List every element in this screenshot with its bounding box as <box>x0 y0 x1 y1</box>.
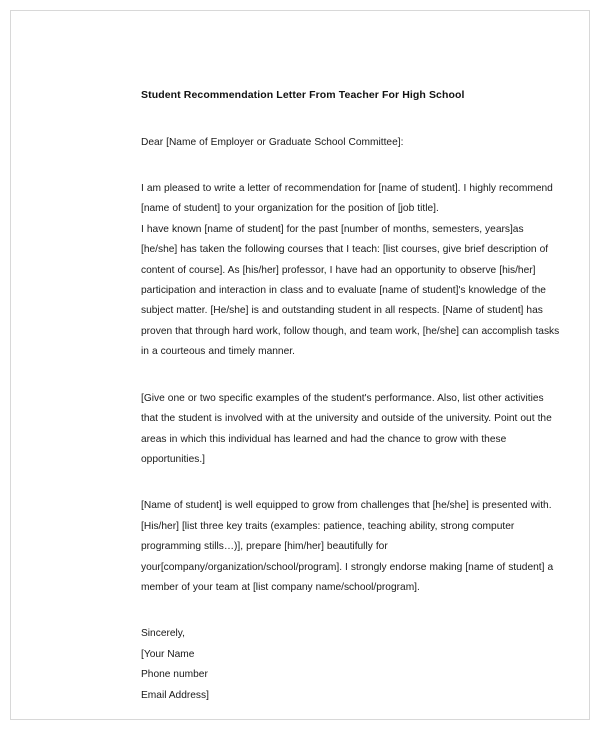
letter-paragraph-2: I have known [name of student] for the past [number of months, semesters, years]as [he/she] has taken the following courses that I teach: [list courses, give brief description of content of course]. As [his/her] professor, I have had an opportunity to observe [his/her] participation and interaction in class and to evaluate [name of student]'s knowledge of the subject matter. [He/she] is and outstanding student in all respects. [Name of student] has proven that through hard work, follow though, and team work, [he/she] can accomplish tasks in a courteous and timely manner. <box>141 223 560 358</box>
letter-salutation: Dear [Name of Employer or Graduate School Committee]: <box>141 136 404 148</box>
signature-name: [Your Name <box>141 648 195 660</box>
signature-phone: Phone number <box>141 669 208 681</box>
page-title: Student Recommendation Letter From Teacher For High School <box>141 89 465 101</box>
letter-paragraph-3: [Give one or two specific examples of the student's performance. Also, list other activities that the student is involved with at the university and outside of the university. Point out the areas in which this individual has learned and had the chance to grow with these opportunities.] <box>141 392 552 465</box>
letter-paragraph-1: I am pleased to write a letter of recommendation for [name of student]. I highly recommend [name of student] to your organization for the position of [job title]. <box>141 183 553 215</box>
letter-signature-block <box>141 624 561 706</box>
letter-closing: Sincerely, <box>141 628 185 640</box>
letter-body <box>141 89 561 706</box>
letter-paragraph-4: [Name of student] is well equipped to grow from challenges that [he/she] is presented with. [His/her] [list three key traits (examples: patience, teaching ability, strong computer programming stills…)], prepare [him/her] beautifully for your[company/organization/school/program]. I strongly endorse making [name of student] a member of your team at [list company name/school/program]. <box>141 500 554 593</box>
signature-email: Email Address] <box>141 689 209 701</box>
letter-sheet <box>10 10 590 720</box>
